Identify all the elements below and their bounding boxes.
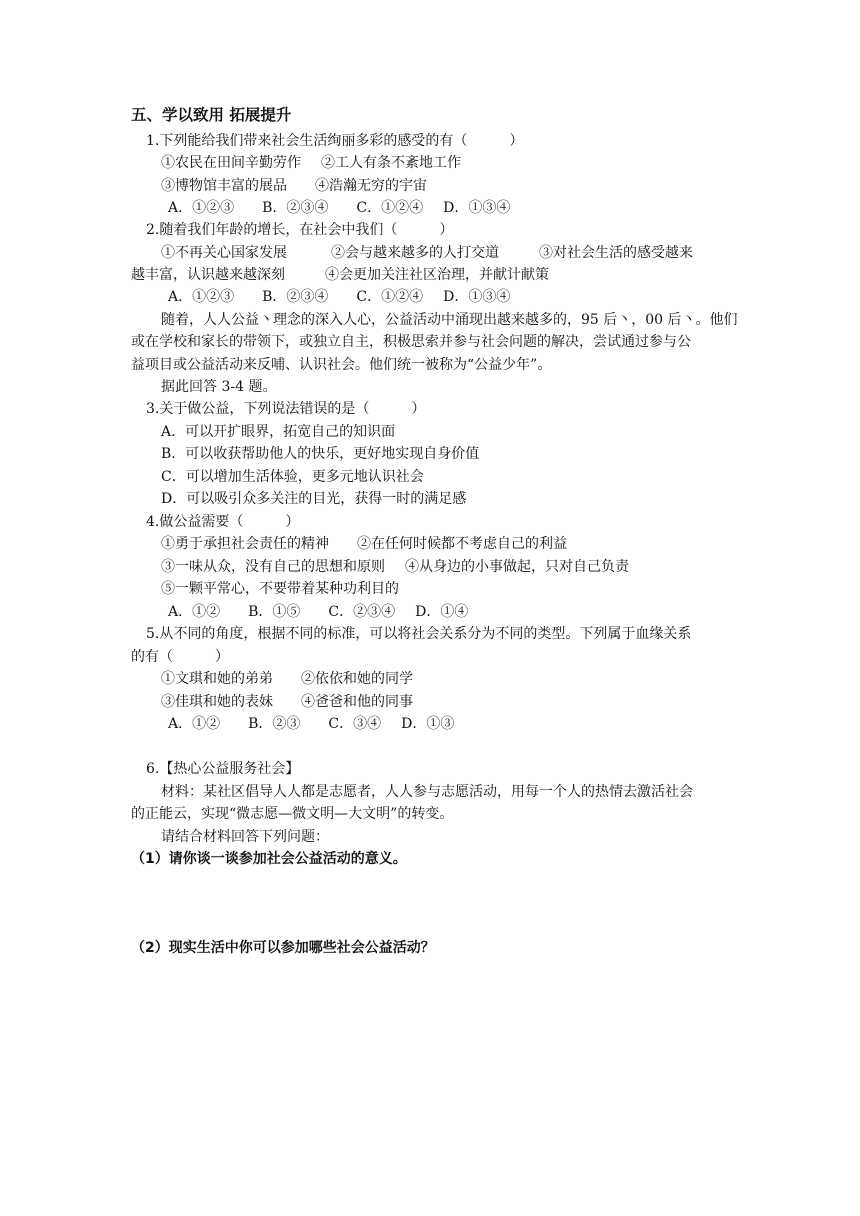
q1-option-3: ③博物馆丰富的展品	[161, 178, 287, 194]
question-6-heading: 6.【热心公益服务社会】	[146, 761, 300, 777]
q1-choice-b: B．②③④	[262, 200, 329, 216]
q2-option-4: ④会更加关注社区治理，并献计献策	[325, 267, 549, 283]
q5-choice-a: A．①②	[168, 716, 221, 732]
question-4-options-row-1	[161, 533, 567, 555]
question-4-options-row-2	[161, 556, 629, 578]
q5-choice-d: D．①③	[401, 716, 455, 732]
q2-option-2: ②会与越来越多的人打交道	[331, 245, 499, 261]
question-5-choices	[168, 713, 454, 735]
q1-option-2: ②工人有条不紊地工作	[321, 155, 461, 171]
q5-option-2: ②依依和她的同学	[301, 671, 413, 687]
question-4-stem: 4.做公益需要（ ）	[146, 514, 300, 530]
question-6-prompt: 请结合材料回答下列问题：	[161, 829, 329, 845]
q2-choice-c: C．①②④	[356, 289, 424, 305]
q4-choice-a: A．①②	[168, 604, 221, 620]
q2-option-3-part-1: ③对社会生活的感受越来	[539, 245, 693, 261]
q3-choice-d: D．可以吸引众多关注的目光，获得一时的满足感	[161, 491, 467, 507]
question-2-options-row-2	[131, 264, 549, 286]
question-6-sub-1: （1）请你谈一谈参加社会公益活动的意义。	[131, 851, 407, 867]
q4-option-1: ①勇于承担社会责任的精神	[161, 536, 329, 552]
question-4-choices	[168, 601, 468, 623]
question-2-stem: 2.随着我们年龄的增长，在社会中我们（ ）	[146, 222, 454, 238]
question-1-options-row-1	[161, 152, 461, 174]
passage-line-1: 随着，人人公益丶理念的深入人心，公益活动中涌现出越来越多的，95 后丶，00 后丶。他们	[161, 312, 738, 328]
q4-option-3: ③一味从众，没有自己的思想和原则	[161, 559, 385, 575]
q1-choice-c: C．①②④	[356, 200, 424, 216]
question-3-stem: 3.关于做公益，下列说法错误的是（ ）	[146, 401, 426, 417]
question-2-choices	[168, 286, 510, 308]
q1-option-1: ①农民在田间辛勤劳作	[161, 155, 301, 171]
question-5-stem-line-1: 5.从不同的角度，根据不同的标准，可以将社会关系分为不同的类型。下列属于血缘关系	[146, 626, 692, 642]
q4-choice-b: B．①⑤	[248, 604, 301, 620]
q5-option-1: ①文琪和她的弟弟	[161, 671, 273, 687]
q3-choice-a: A．可以开扩眼界，拓宽自己的知识面	[161, 424, 396, 440]
q5-choice-c: C．③④	[328, 716, 382, 732]
q5-option-4: ④爸爸和他的同事	[301, 694, 413, 710]
question-6-material-line-1: 材料：某社区倡导人人都是志愿者，人人参与志愿活动，用每一个人的热情去激活社会	[161, 784, 693, 800]
passage-line-2: 或在学校和家长的带领下，或独立自主，积极思索并参与社会问题的解决，尝试通过参与公	[131, 334, 691, 350]
question-1-choices	[168, 197, 510, 219]
q2-option-3-part-2: 越丰富，认识越来越深刻	[131, 267, 285, 283]
q4-option-2: ②在任何时候都不考虑自己的利益	[357, 536, 567, 552]
q1-option-4: ④浩瀚无穷的宇宙	[315, 178, 427, 194]
q1-choice-d: D．①③④	[443, 200, 511, 216]
q3-choice-c: C．可以增加生活体验，更多元地认识社会	[161, 469, 424, 485]
q2-choice-d: D．①③④	[443, 289, 511, 305]
q3-choice-b: B．可以收获帮助他人的快乐，更好地实现自身价值	[161, 446, 480, 462]
q4-choice-c: C．②③④	[328, 604, 396, 620]
question-2-options-row-1	[161, 242, 693, 264]
q4-option-4: ④从身边的小事做起，只对自己负责	[405, 559, 629, 575]
q2-choice-b: B．②③④	[262, 289, 329, 305]
q5-option-3: ③佳琪和她的表妹	[161, 694, 273, 710]
q4-choice-d: D．①④	[415, 604, 469, 620]
question-5-options-row-1	[161, 668, 413, 690]
question-1-options-row-2	[161, 175, 427, 197]
q2-choice-a: A．①②③	[168, 289, 235, 305]
question-6-sub-2: （2）现实生活中你可以参加哪些社会公益活动？	[131, 940, 435, 956]
passage-line-3: 益项目或公益活动来反哺、认识社会。他们统一被称为“公益少年”。	[131, 357, 552, 373]
question-5-stem-line-2: 的有（ ）	[131, 649, 229, 665]
q5-choice-b: B．②③	[248, 716, 301, 732]
q4-option-5: ⑤一颗平常心，不要带着某种功利目的	[161, 581, 399, 597]
passage-instruction: 据此回答 3-4 题。	[161, 379, 277, 395]
section-title: 五、学以致用 拓展提升	[131, 106, 292, 124]
question-6-material-line-2: 的正能云，实现“微志愿—微文明—大文明”的转变。	[131, 806, 454, 822]
q1-choice-a: A．①②③	[168, 200, 235, 216]
question-5-options-row-2	[161, 691, 413, 713]
q2-option-1: ①不再关心国家发展	[161, 245, 287, 261]
question-1-stem: 1.下列能给我们带来社会生活绚丽多彩的感受的有（ ）	[146, 133, 524, 149]
